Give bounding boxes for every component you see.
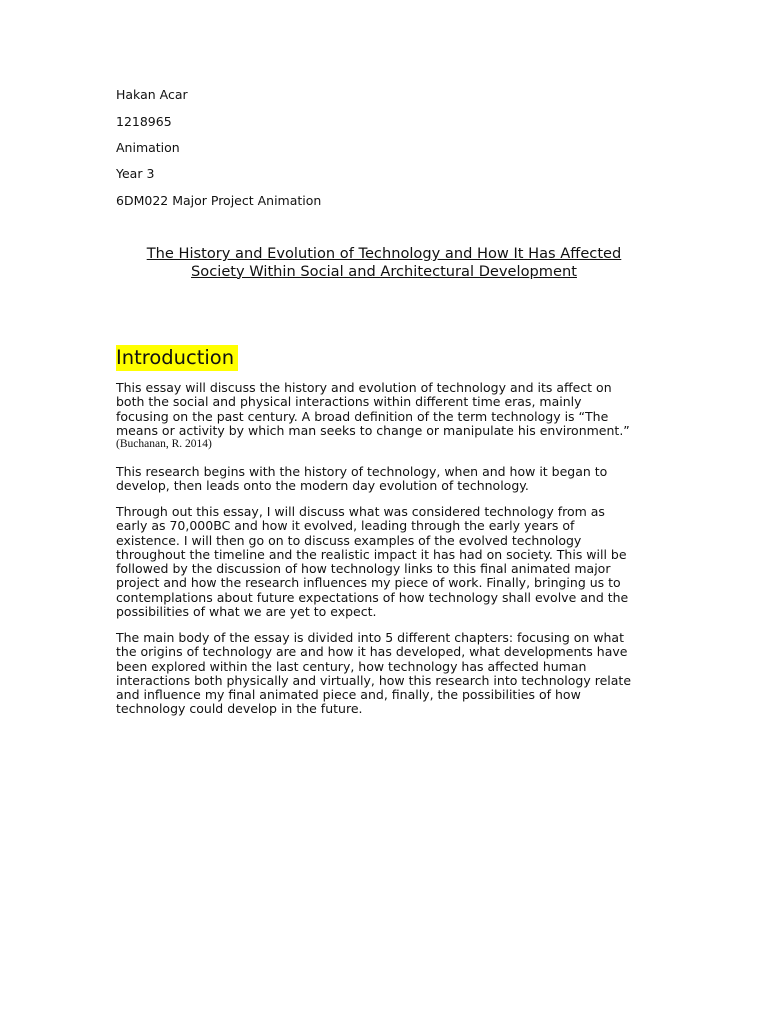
paragraph-line: been explored within the last century, how technology has affected human [116, 658, 587, 674]
paragraph-4 [116, 631, 656, 717]
course-name: Animation [116, 140, 180, 155]
paragraph-line: early as 70,000BC and how it evolved, leading through the early years of [116, 518, 575, 534]
year-label: Year 3 [116, 166, 155, 181]
paragraph-line: The main body of the essay is divided into 5 different chapters: focusing on what [116, 630, 624, 645]
paragraph-line: existence. I will then go on to discuss examples of the evolved technology [116, 532, 582, 548]
paragraph-line: interactions both physically and virtually, how this research into technology relate [116, 672, 632, 688]
paragraph-line: the origins of technology are and how it has developed, what developments have [116, 644, 628, 660]
section-heading-introduction: Introduction [116, 345, 238, 371]
paragraph-line: means or activity by which man seeks to change or manipulate his environment.” [116, 422, 630, 438]
paragraph-line: Through out this essay, I will discuss what was considered technology from as [116, 504, 605, 519]
paragraph-2 [116, 465, 656, 494]
paragraph-line: possibilities of what we are yet to expect. [116, 604, 377, 620]
paragraph-1 [116, 381, 656, 451]
citation: (Buchanan, R. 2014) [116, 438, 212, 451]
paragraph-line: throughout the timeline and the realistic impact it has had on society. This will be [116, 546, 627, 562]
paragraph-line: project and how the research influences my piece of work. Finally, bringing us to [116, 575, 621, 591]
paragraph-line: contemplations about future expectations of how technology shall evolve and the [116, 589, 629, 605]
paragraph-line: develop, then leads onto the modern day evolution of technology. [116, 478, 529, 494]
paragraph-3 [116, 505, 656, 619]
paragraph-line: This essay will discuss the history and evolution of technology and its affect on [116, 380, 612, 395]
author-name: Hakan Acar [116, 87, 188, 102]
essay-title-line-2: Society Within Social and Architectural Development [191, 262, 577, 280]
essay-title [116, 245, 652, 280]
paragraph-line: This research begins with the history of technology, when and how it began to [116, 464, 608, 479]
paragraph-line: technology could develop in the future. [116, 701, 363, 717]
paragraph-line: focusing on the past century. A broad definition of the term technology is “The [116, 408, 609, 424]
paragraph-line: both the social and physical interactions within different time eras, mainly [116, 394, 582, 410]
paragraph-line: followed by the discussion of how technology links to this final animated major [116, 561, 611, 577]
essay-title-line-1: The History and Evolution of Technology and How It Has Affected [146, 245, 622, 262]
student-id: 1218965 [116, 114, 172, 129]
paragraph-line: and influence my final animated piece and, finally, the possibilities of how [116, 687, 581, 703]
module-label: 6DM022 Major Project Animation [116, 193, 322, 208]
